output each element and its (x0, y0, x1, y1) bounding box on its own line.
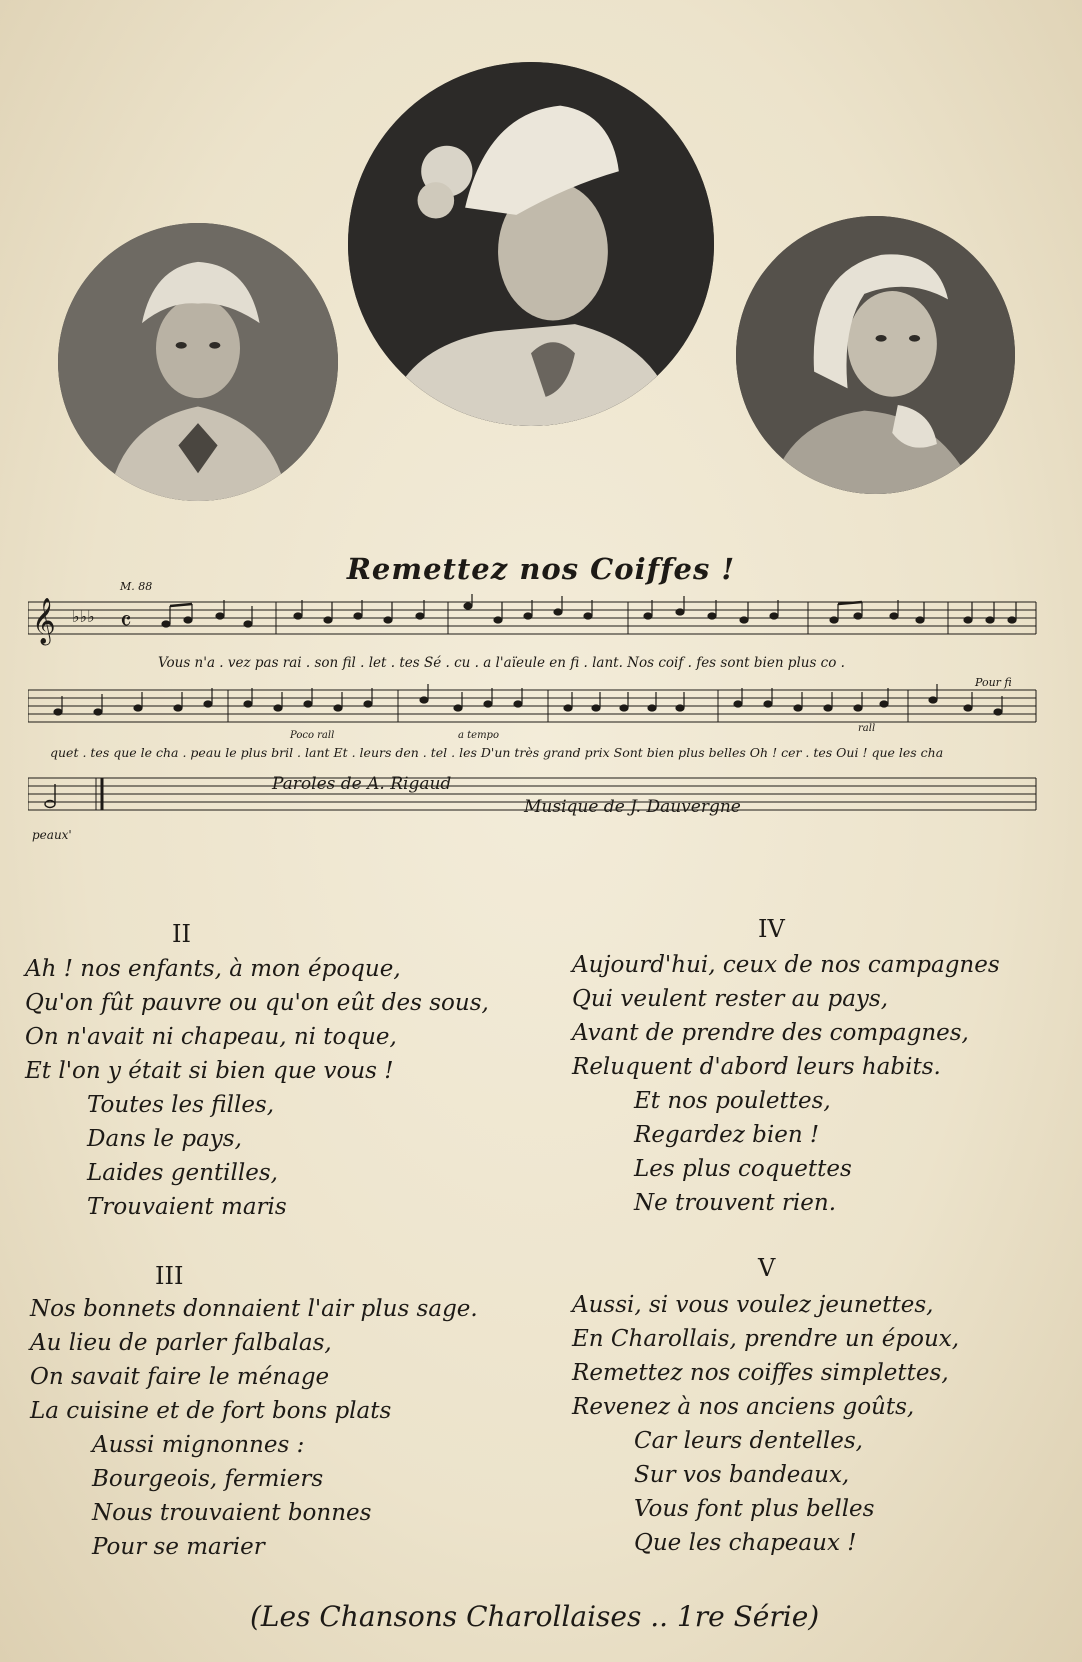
poco-rall-mark: Poco rall (290, 730, 335, 741)
verse-2-numeral: II (172, 920, 191, 948)
svg-text:𝄴: 𝄴 (120, 607, 132, 637)
verse-line: Reluquent d'abord leurs habits. (572, 1054, 941, 1080)
portrait-center (348, 62, 714, 426)
refrain-line: Pour se marier (92, 1534, 265, 1560)
verse-line: Aussi, si vous voulez jeunettes, (572, 1292, 934, 1318)
refrain-line: Sur vos bandeaux, (634, 1462, 850, 1488)
svg-text:𝄞: 𝄞 (32, 598, 56, 644)
series-footer: (Les Chansons Charollaises .. 1re Série) (250, 1600, 820, 1633)
refrain-line: Ne trouvent rien. (634, 1190, 837, 1216)
svg-text:♭♭♭: ♭♭♭ (72, 607, 95, 626)
rall-mark: rall (858, 723, 876, 734)
refrain-line: Toutes les filles, (87, 1092, 275, 1118)
portrait-right (736, 216, 1015, 494)
refrain-line: Les plus coquettes (634, 1156, 852, 1182)
verse-4-numeral: IV (758, 915, 785, 943)
verse-3-numeral: III (155, 1262, 184, 1290)
lyricist-credit: Paroles de A. Rigaud (272, 774, 452, 794)
refrain-line: Laides gentilles, (87, 1160, 278, 1186)
portrait-left (58, 223, 338, 501)
refrain-line: Dans le pays, (87, 1126, 242, 1152)
music-staff-1 (28, 594, 1038, 650)
verse-2 (25, 952, 489, 1224)
verse-line: Revenez à nos anciens goûts, (572, 1394, 915, 1420)
verse-5 (572, 1288, 959, 1560)
verse-line: Au lieu de parler falbalas, (30, 1330, 332, 1356)
verse-line: La cuisine et de fort bons plats (30, 1398, 392, 1424)
refrain-line: Vous font plus belles (634, 1496, 875, 1522)
song-title: Remettez nos Coiffes ! (346, 552, 736, 586)
verse-line: Qui veulent rester au pays, (572, 986, 889, 1012)
composer-credit: Musique de J. Dauvergne (524, 797, 741, 817)
verse-line: En Charollais, prendre un époux, (572, 1326, 960, 1352)
verse-5-numeral: V (758, 1254, 776, 1282)
a-tempo-mark: a tempo (458, 730, 499, 741)
pour-fi-mark: Pour fi (975, 676, 1012, 689)
refrain-line: Bourgeois, fermiers (92, 1466, 324, 1492)
verse-4 (572, 948, 1000, 1220)
lyrics-line-3: peaux' (32, 828, 72, 842)
lyrics-line-2: quet . tes que le cha . peau le plus bril . lant Et . leurs den . tel . les D'un très grand prix Sont bien plus belles Oh ! cer . tes Oui ! que les cha (50, 745, 944, 760)
verse-line: Et l'on y était si bien que vous ! (25, 1058, 394, 1084)
verse-line: On n'avait ni chapeau, ni toque, (25, 1024, 397, 1050)
refrain-line: Aussi mignonnes : (92, 1432, 305, 1458)
tempo-mark: M. 88 (120, 580, 153, 593)
verse-3 (30, 1292, 478, 1564)
refrain-line: Trouvaient maris (87, 1194, 287, 1220)
verse-line: Avant de prendre des compagnes, (572, 1020, 969, 1046)
verse-line: Remettez nos coiffes simplettes, (572, 1360, 949, 1386)
refrain-line: Nous trouvaient bonnes (92, 1500, 372, 1526)
music-staff-2 (28, 682, 1038, 738)
verse-line: Aujourd'hui, ceux de nos campagnes (572, 952, 1000, 978)
verse-line: Ah ! nos enfants, à mon époque, (25, 956, 401, 982)
refrain-line: Et nos poulettes, (634, 1088, 831, 1114)
refrain-line: Car leurs dentelles, (634, 1428, 863, 1454)
refrain-line: Que les chapeaux ! (634, 1530, 857, 1556)
refrain-line: Regardez bien ! (634, 1122, 820, 1148)
verse-line: On savait faire le ménage (30, 1364, 330, 1390)
lyrics-line-1: Vous n'a . vez pas rai . son fil . let . tes Sé . cu . a l'aïeule en fi . lant. Nos coif . fes sont bien plus co . (158, 655, 845, 671)
verse-line: Qu'on fût pauvre ou qu'on eût des sous, (25, 990, 489, 1016)
verse-line: Nos bonnets donnaient l'air plus sage. (30, 1296, 478, 1322)
